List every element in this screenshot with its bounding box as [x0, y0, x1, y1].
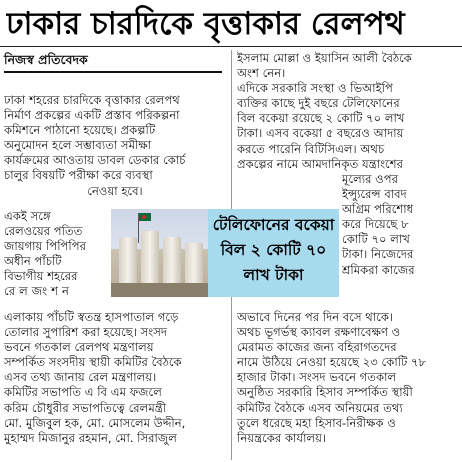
byline-rule [4, 71, 222, 73]
flag-icon [139, 213, 151, 221]
headline-rule [0, 46, 462, 47]
text-line: কমিটির বৈঠকে এসব অনিয়মের তথ্য [237, 400, 403, 415]
text-line: একই সঙ্গে [4, 209, 51, 223]
headline: ঢাকার চারদিকে বৃত্তাকার রেলপথ [6, 6, 405, 42]
callout-line: টেলিফোনের বকেয়া [212, 216, 335, 234]
text-line: টাকা। এসব বকেয়া ৫ বছরেও আদায় [237, 126, 404, 141]
text-line: নেওয়া হবে। [87, 183, 143, 198]
text-line: এলাকায় পাঁচটি স্বতন্ত্র হাসপাতাল গড়ে [4, 310, 179, 324]
text-line: অনুমোদন হলে সম্ভাব্যতা সমীক্ষা [4, 138, 152, 153]
text-line: অংশ নেন। [237, 66, 286, 81]
text-line: নির্মাণ প্রকল্পের একটি প্রস্তাব পরিকল্পনা [4, 108, 180, 123]
text-line: ভবনে গতকাল রেলপথ মন্ত্রণালয় [4, 340, 154, 355]
callout-line: লাখ টাকা [243, 266, 304, 284]
text-line: মুহাম্মদ মিজানুর রহমান, মো. সিরাজুল [4, 430, 177, 445]
text-line: ইসলাম মোল্লা ও ইয়াসিন আলী বৈঠকে [237, 51, 412, 65]
text-line: নামে উঠিয়ে নেওয়া হয়েছে ২৩ কোটি ৭৮ [237, 355, 427, 370]
left-column-wrap [4, 209, 108, 300]
text-line: সম্পর্কিত সংসদীয় স্থায়ী কমিটির বৈঠকে [4, 355, 182, 370]
text-line: এদিকে সরকারি সংস্থা ও ভিআইপি [237, 81, 393, 96]
text-line: কোটি ৭০ লাখ [342, 232, 410, 247]
text-line: তুলে ধরেছে মহা হিসাব-নিরীক্ষক ও [237, 415, 396, 430]
text-line: অভাবে দিনের পর দিন বসে থাকে। [237, 310, 394, 324]
text-line: হাজার টাকা। সংসদ ভবনে গতকাল [237, 370, 397, 385]
text-line: অথচ ভূগর্ভস্থ ক্যাবল রক্ষণাবেক্ষণ ও [237, 325, 401, 340]
text-line: প্রকল্পের নামে আমদানিকৃত যন্ত্রাংশের [237, 156, 403, 171]
text-line: ঢাকা শহরের চারদিকে বৃত্তাকার রেলপথ [4, 93, 180, 107]
text-line: কমিশনে পাঠানো হয়েছে। প্রকল্পটি [4, 123, 156, 138]
right-column-wrap [342, 172, 457, 278]
text-line: মো. মুজিবুল হক, মো. মোসলেম উদ্দীন, [4, 415, 186, 430]
text-line: তোলার সুপারিশ করা হয়েছে। সংসদ [4, 325, 167, 340]
text-line: অনুষ্ঠিত সরকারি হিসাব সম্পর্কিত স্থায়ী [237, 385, 413, 400]
text-line: কমিটির সভাপতি এ বি এম ফজলে [4, 385, 162, 400]
text-line: করিম চৌধুরীর সভাপতিত্বে রেলমন্ত্রী [4, 400, 167, 415]
left-column-top [4, 93, 226, 199]
text-line: জায়গায় পিপিপির [4, 239, 86, 254]
text-line: অগ্রিম পরিশোধ [342, 202, 414, 217]
text-line: চালুর বিষয়টি পরীক্ষা করে ব্যবস্থা [4, 168, 153, 183]
news-photo [111, 209, 208, 297]
text-line: ইন্স্যুরেন্স বাবদ [342, 187, 407, 202]
text-line: এসব তথ্য জানায় রেল মন্ত্রণালয়। [4, 370, 157, 385]
text-line: মেরামত কাজের জন্য বহিরাগতদের [237, 340, 397, 355]
left-column-bottom [4, 310, 226, 446]
text-line: শ্রমিকরা কাজের [342, 262, 415, 277]
text-line: মূল্যের ওপর [342, 172, 398, 186]
highlight-callout [208, 209, 339, 297]
text-line: কার্যক্রমের আওতায় ডাবল ডেকার কোর্চ [4, 153, 186, 168]
text-line: নিয়ন্ত্রকের কার্যালয়। [237, 430, 327, 445]
text-line: অধীন পাঁচটি [4, 254, 62, 269]
text-line: রেলওয়ের পতিত [4, 224, 83, 239]
text-line: করতে পারেনি বিটিসিএল। অথচ [237, 141, 385, 156]
right-column-bottom [237, 310, 457, 446]
callout-line: বিল ২ কোটি ৭০ [220, 241, 327, 259]
text-line: করে দিয়েছে ৮ [342, 217, 409, 232]
text-line: রেলজংশন [4, 284, 73, 299]
text-line: ব্যক্তির কাছে দুই বছরে টেলিফোনের [237, 96, 400, 111]
text-line: টাকা। নিজেদের [342, 247, 414, 262]
byline: নিজস্ব প্রতিবেদক [4, 52, 88, 67]
right-column-top [237, 51, 457, 172]
text-line: বিল বকেয়া রয়েছে ২ কোটি ৭০ লাখ [237, 111, 405, 126]
text-line: বিভাগীয় শহরের [4, 269, 78, 284]
